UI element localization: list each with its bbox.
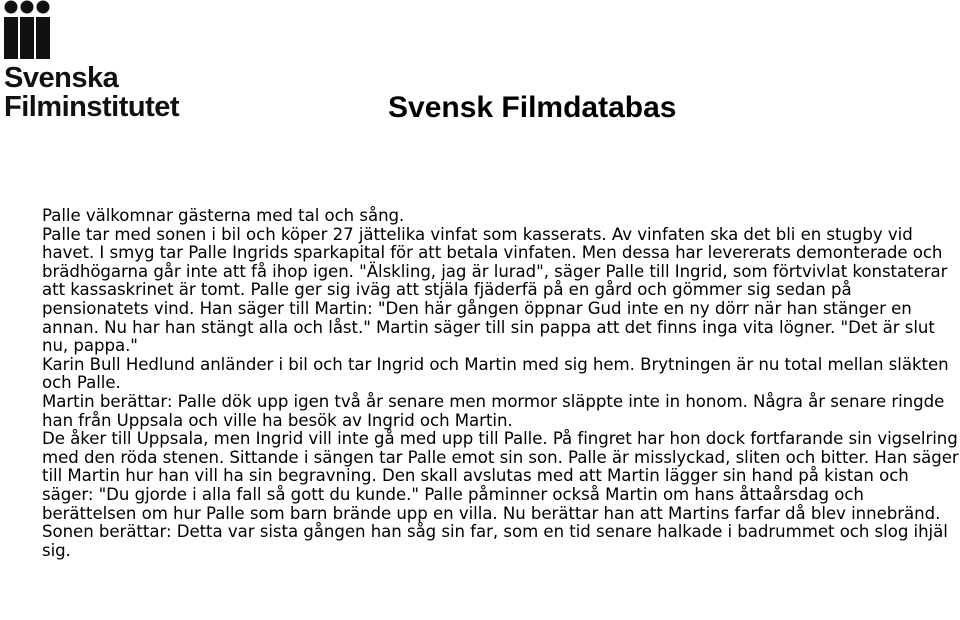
logo-text-filminstitutet: Filminstitutet xyxy=(4,91,180,123)
logo-text-svenska: Svenska xyxy=(4,62,119,94)
synopsis-paragraph: Sonen berättar: Detta var sista gången han såg sin far, som en tid senare halkade i badrummet och slog ihjäl sig. xyxy=(42,522,948,560)
synopsis-paragraph: Palle tar med sonen i bil och köper 27 jättelika vinfat som kasserats. Av vinfaten ska det bli en stugby vid havet. I smyg tar Palle Ingrids sparkapital för att betala vinfaten. Men dessa har levererats demonterade och brädhögarna går inte att få ihop igen. "Älskling, jag är lurad", säger Palle till Ingrid, som förtvivlat konstaterar att kassaskrinet är tomt. Palle ger sig iväg att stjäla fjäderfä på en gård och gömmer sig sedan på pensionatets vind. Han säger till Martin: "Den här gången öppnar Gud inte en ny dörr när han stänger en annan. Nu har han stängt alla och låst." Martin säger till sin pappa att det finns inga vita lögner. "Det är slut nu, pappa." xyxy=(42,224,948,356)
logo-dot xyxy=(37,1,50,14)
logo-bar xyxy=(20,17,34,59)
svenska-filminstitutet-logo xyxy=(2,0,202,125)
logo-bar xyxy=(36,17,50,59)
synopsis-paragraph: Martin berättar: Palle dök upp igen två år senare men mormor släppte inte in honom. Några år senare ringde han från Uppsala och ville ha besök av Ingrid och Martin. xyxy=(42,391,945,430)
synopsis-paragraph: De åker till Uppsala, men Ingrid vill inte gå med upp till Palle. På fingret har hon dock fortfarande sin vigselring med den röda stenen. Sittande i sängen tar Palle emot sin son. Palle är misslyckad, sliten och bitter. Han säger till Martin hur han vill ha sin begravning. Den skall avslutas med att Martin lägger sin hand på kistan och säger: "Du gjorde i alla fall så gott du kunde." Palle påminner också Martin om hans åttaårsdag och berättelsen om hur Palle som barn brände upp en villa. Nu berättar han att Martins farfar då blev innebränd. xyxy=(42,429,959,523)
logo-bar xyxy=(4,17,18,59)
logo-dot xyxy=(21,1,34,14)
synopsis-text xyxy=(42,207,960,560)
logo-dot xyxy=(5,1,18,14)
page-title: Svensk Filmdatabas xyxy=(388,91,677,124)
synopsis-paragraph: Karin Bull Hedlund anländer i bil och tar Ingrid och Martin med sig hem. Brytningen är nu total mellan släkten och Palle. xyxy=(42,354,949,393)
logo-mark-icon xyxy=(2,0,202,62)
synopsis-paragraph: Palle välkomnar gästerna med tal och sång. xyxy=(42,206,405,225)
